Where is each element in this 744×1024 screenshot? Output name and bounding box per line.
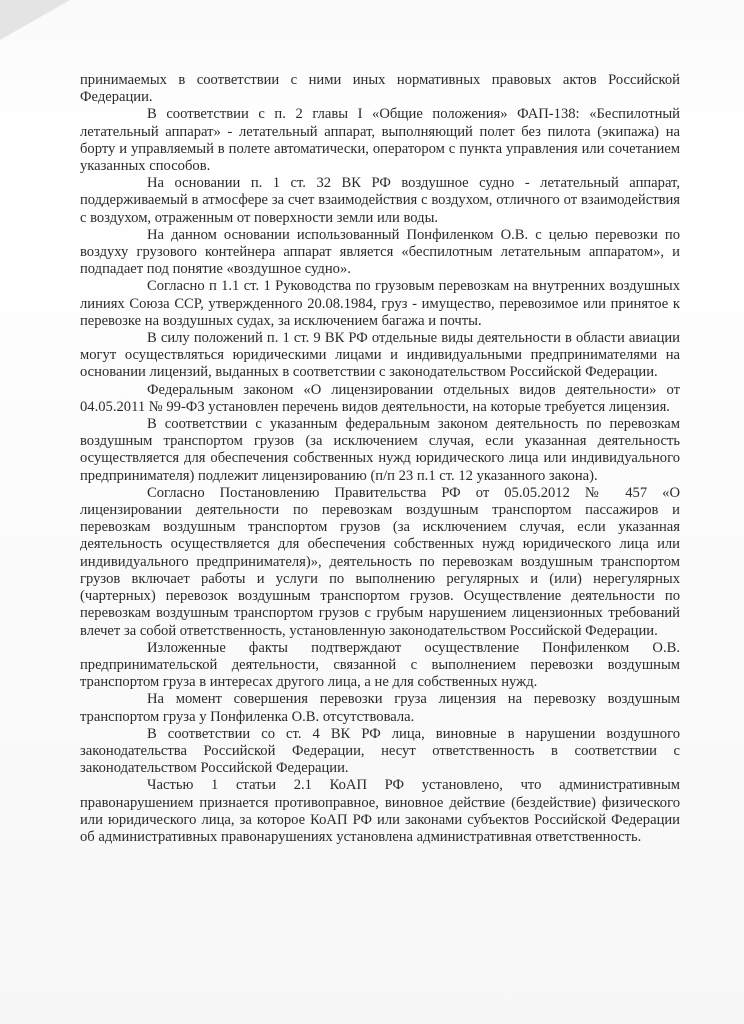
paragraph-12: В соответствии со ст. 4 ВК РФ лица, виновные в нарушении воздушного законодательства Российской Федерации, несут ответственность в соответствии с законодательством Российской Федерации. bbox=[80, 725, 680, 777]
paragraph-11: На момент совершения перевозки груза лицензия на перевозку воздушным транспортом груза у Понфиленка О.В. отсутствовала. bbox=[80, 691, 680, 725]
paragraph-3: На основании п. 1 ст. 32 ВК РФ воздушное судно - летательный аппарат, поддерживаемый в атмосфере за счет взаимодействия с воздухом, отличного от взаимодействия с воздухом, отраженным от поверхности земли или воды. bbox=[80, 175, 680, 226]
page-corner-fold bbox=[0, 0, 70, 40]
document-body bbox=[80, 72, 680, 846]
paragraph-6: В силу положений п. 1 ст. 9 ВК РФ отдельные виды деятельности в области авиации могут осуществляться юридическими лицами и индивидуальными предпринимателями на основании лицензий, выданных в соответствии с законодательством Российской Федерации. bbox=[80, 330, 680, 381]
paragraph-8: В соответствии с указанным федеральным законом деятельность по перевозкам воздушным транспортом грузов (за исключением случая, если указанная деятельность осуществляется для обеспечения собственных нужд юридического лица или индивидуального предпринимателя) подлежит лицензированию (п/п 23 п.1 ст. 12 указанного закона). bbox=[80, 416, 680, 484]
paragraph-4: На данном основании использованный Понфиленком О.В. с целью перевозки по воздуху грузового контейнера аппарат является «беспилотным летательным аппаратом», и подпадает под понятие «воздушное судно». bbox=[80, 226, 680, 278]
paragraph-7: Федеральным законом «О лицензировании отдельных видов деятельности» от 04.05.2011 № 99-ФЗ установлен перечень видов деятельности, на которые требуется лицензия. bbox=[80, 381, 680, 415]
paragraph-9: Согласно Постановлению Правительства РФ от 05.05.2012 № 457 «О лицензировании деятельности по перевозкам воздушным транспортом пассажиров и перевозкам воздушным транспортом грузов (за исключением случая, если указанная деятельность осуществляется для обеспечения собственных нужд юридического лица или индивидуального предпринимателя)», деятельность по перевозкам воздушным транспортом грузов включает работы и услуги по выполнению регулярных и (или) нерегулярных (чартерных) перевозок воздушным транспортом грузов. Осуществление деятельности по перевозкам воздушным транспортом грузов с грубым нарушением лицензионных требований влечет за собой ответственность, установленную законодательством Российской Федерации. bbox=[80, 484, 680, 639]
paragraph-5: Согласно п 1.1 ст. 1 Руководства по грузовым перевозкам на внутренних воздушных линиях Союза ССР, утвержденного 20.08.1984, груз - имущество, перевозимое или принятое к перевозке на воздушных судах, за исключением багажа и почты. bbox=[80, 278, 680, 329]
paragraph-1: принимаемых в соответствии с ними иных нормативных правовых актов Российской Федерации. bbox=[80, 72, 680, 106]
paragraph-10: Изложенные факты подтверждают осуществление Понфиленком О.В. предпринимательской деятельности, связанной с выполнением перевозки воздушным транспортом груза в интересах другого лица, а не для собственных нужд. bbox=[80, 639, 680, 691]
paragraph-13: Частью 1 статьи 2.1 КоАП РФ установлено, что административным правонарушением признается противоправное, виновное действие (бездействие) физического или юридического лица, за которое КоАП РФ или законами субъектов Российской Федерации об административных правонарушениях установлена административная ответственность. bbox=[80, 777, 680, 845]
paragraph-2: В соответствии с п. 2 главы I «Общие положения» ФАП-138: «Беспилотный летательный аппарат» - летательный аппарат, выполняющий полет без пилота (экипажа) на борту и управляемый в полете автоматически, оператором с пункта управления или сочетанием указанных способов. bbox=[80, 106, 680, 175]
